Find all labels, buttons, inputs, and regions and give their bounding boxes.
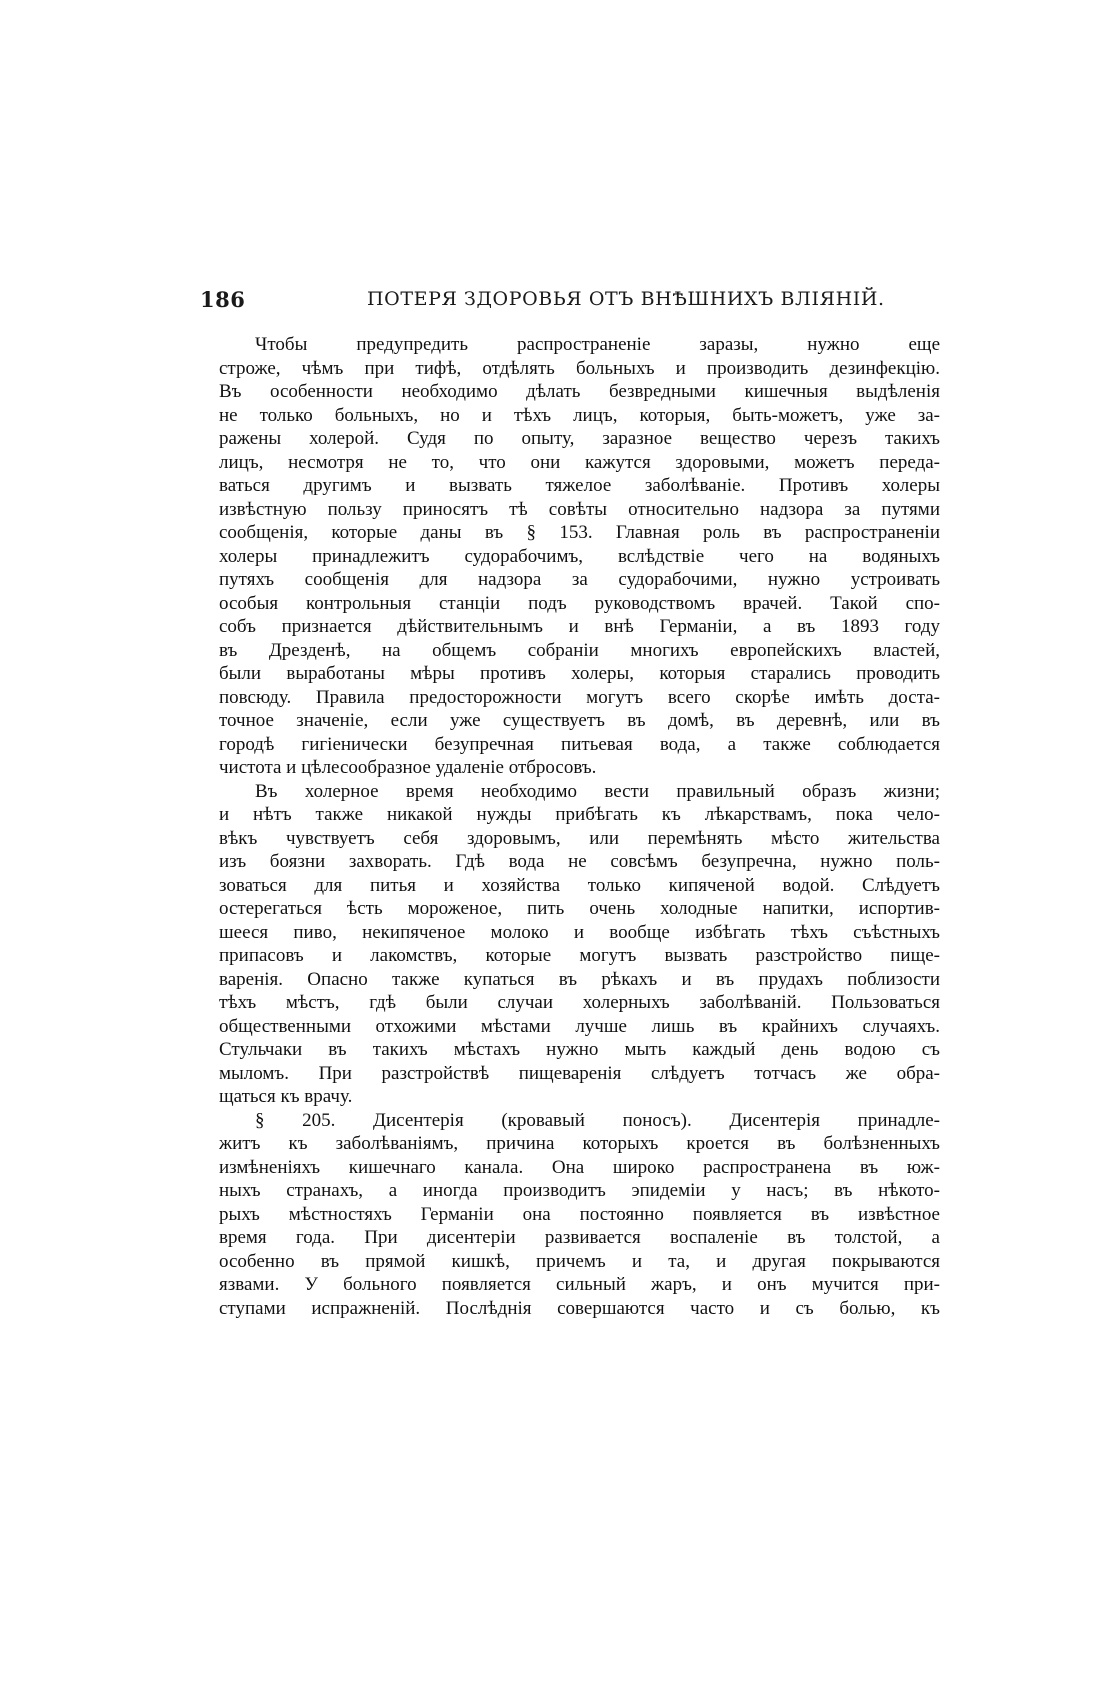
text-line: извѣстную пользу приносятъ тѣ совѣты относительно надзора за путями — [219, 498, 940, 520]
text-line: лицъ, несмотря не то, что они кажутся здоровыми, можетъ переда- — [219, 451, 940, 473]
text-line: варенія. Опасно также купаться въ рѣкахъ и въ прудахъ поблизости — [219, 968, 940, 990]
text-line: изъ боязни захворать. Гдѣ вода не совсѣмъ безупречна, нужно поль- — [219, 851, 940, 872]
text-line: и нѣтъ также никакой нужды прибѣгать къ лѣкарствамъ, пока чело- — [219, 804, 940, 825]
body-text — [219, 333, 940, 1320]
text-line: ступами испражненій. Послѣднія совершаются часто и съ болью, къ — [219, 1297, 940, 1319]
text-line: Въ особенности необходимо дѣлать безвредными кишечныя выдѣленія — [219, 381, 940, 402]
text-line: § 205. Дисентерія (кровавый поносъ). Дисентерія принадле- — [255, 1109, 940, 1131]
text-line: чистота и цѣлесообразное удаленіе отбросовъ. — [219, 757, 597, 778]
page-header — [200, 287, 935, 317]
text-line: въ Дрезденѣ, на общемъ собраніи многихъ европейскихъ властей, — [219, 639, 940, 661]
text-line: особыя контрольныя станціи подъ руководствомъ врачей. Такой спо- — [219, 592, 940, 614]
text-line: строже, чѣмъ при тифѣ, отдѣлять больныхъ и производить дезинфекцію. — [219, 357, 940, 379]
text-line: ражены холерой. Судя по опыту, заразное вещество черезъ такихъ — [219, 428, 940, 449]
text-line: ваться другимъ и вызвать тяжелое заболѣваніе. Противъ холеры — [219, 475, 940, 496]
text-line: Чтобы предупредить распространеніе заразы, нужно еще — [255, 334, 940, 355]
text-line: рыхъ мѣстностяхъ Германіи она постоянно появляется въ извѣстное — [219, 1203, 940, 1225]
text-line: точное значеніе, если уже существуетъ въ домѣ, въ деревнѣ, или въ — [219, 710, 940, 731]
text-line: язвами. У больного появляется сильный жаръ, и онъ мучится при- — [219, 1274, 940, 1295]
running-title: ПОТЕРЯ ЗДОРОВЬЯ ОТЪ ВНѢШНИХЪ ВЛІЯНІЙ. — [367, 288, 885, 310]
text-line: остерегаться ѣсть мороженое, пить очень холодные напитки, испортив- — [219, 898, 940, 919]
text-line: время года. При дисентеріи развивается воспаленіе въ толстой, а — [219, 1227, 940, 1248]
text-line: припасовъ и лакомствъ, которые могутъ вызвать разстройство пище- — [219, 945, 940, 966]
text-line: Въ холерное время необходимо вести правильный образъ жизни; — [255, 780, 940, 802]
page-number: 186 — [200, 287, 246, 312]
text-line: были выработаны мѣры противъ холеры, которыя старались проводить — [219, 663, 940, 684]
text-line: общественными отхожими мѣстами лучше лишь въ крайнихъ случаяхъ. — [219, 1015, 940, 1037]
text-line: шееся пиво, некипяченое молоко и вообще избѣгать тѣхъ съѣстныхъ — [219, 921, 940, 943]
text-line: ныхъ странахъ, а иногда производитъ эпидеміи у насъ; въ нѣкото- — [219, 1180, 940, 1201]
text-line: мыломъ. При разстройствѣ пищеваренія слѣдуетъ тотчасъ же обра- — [219, 1062, 940, 1084]
text-line: особенно въ прямой кишкѣ, причемъ и та, и другая покрываются — [219, 1250, 940, 1272]
text-line: путяхъ сообщенія для надзора за судорабочими, нужно устроивать — [219, 569, 940, 590]
text-line: холеры принадлежитъ судорабочимъ, вслѣдствіе чего на водяныхъ — [219, 545, 940, 567]
text-line: городѣ гигіенически безупречная питьевая вода, а также соблюдается — [219, 733, 940, 755]
text-line: щаться къ врачу. — [219, 1086, 353, 1107]
text-line: повсюду. Правила предосторожности могутъ всего скорѣе имѣть доста- — [219, 686, 940, 708]
text-line: зоваться для питья и хозяйства только кипяченой водой. Слѣдуетъ — [219, 874, 940, 896]
text-line: сообщенія, которые даны въ § 153. Главная роль въ распространеніи — [219, 522, 940, 543]
text-line: измѣненіяхъ кишечнаго канала. Она широко распространена въ юж- — [219, 1156, 940, 1178]
text-line: Стульчаки въ такихъ мѣстахъ нужно мыть каждый день водою съ — [219, 1039, 940, 1060]
text-line: собъ признается дѣйствительнымъ и внѣ Германіи, а въ 1893 году — [219, 616, 940, 637]
text-line: не только больныхъ, но и тѣхъ лицъ, которыя, быть-можетъ, уже за- — [219, 404, 940, 426]
text-line: житъ къ заболѣваніямъ, причина которыхъ кроется въ болѣзненныхъ — [219, 1133, 940, 1154]
text-line: тѣхъ мѣстъ, гдѣ были случаи холерныхъ заболѣваній. Пользоваться — [219, 992, 940, 1013]
text-line: вѣкъ чувствуетъ себя здоровымъ, или перемѣнять мѣсто жительства — [219, 827, 940, 849]
